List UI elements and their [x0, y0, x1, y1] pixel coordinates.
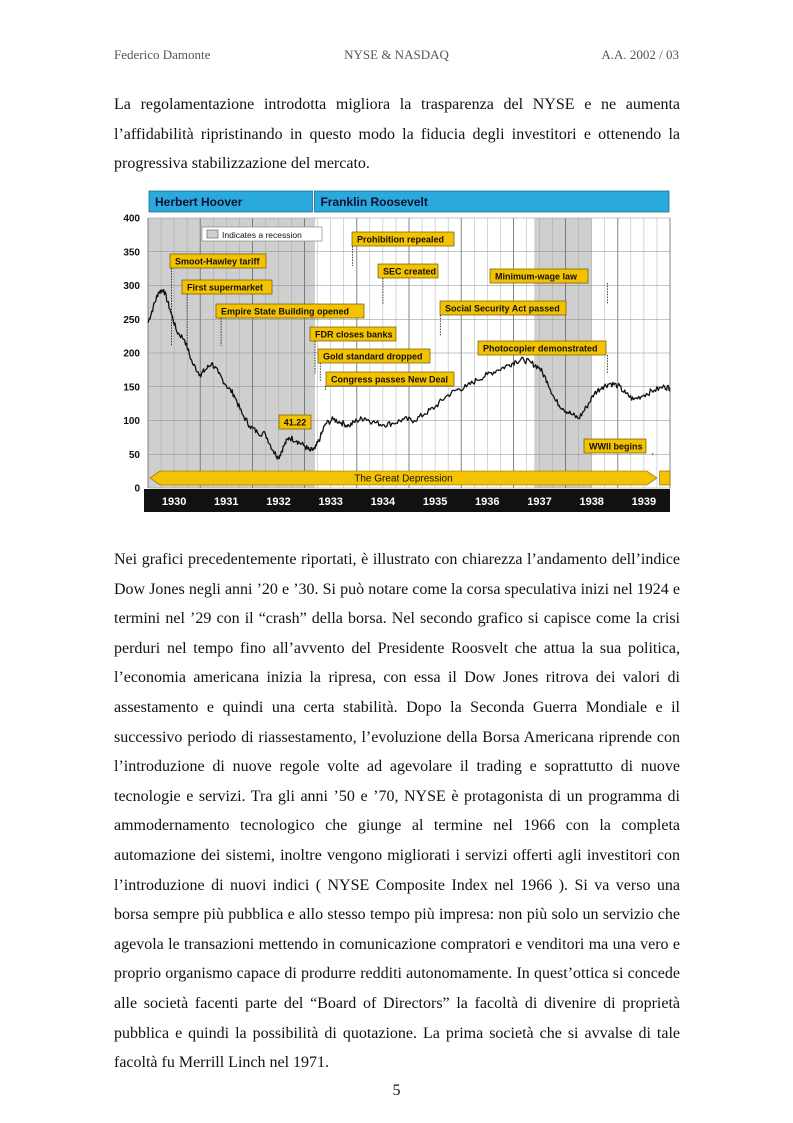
header-academic-year: A.A. 2002 / 03	[601, 47, 679, 62]
x-tick-label: 1939	[631, 496, 657, 508]
y-tick-label: 250	[123, 314, 140, 326]
y-tick-label: 400	[123, 213, 140, 225]
intro-paragraph: La regolamentazione introdotta migliora la trasparenza del NYSE e ne aumenta l’affidabilità ripristinando in questo modo la fiducia degli investitori e ottenendo la progressiva stabilizzazione del mercato.	[114, 96, 680, 173]
y-tick-label: 0	[134, 483, 140, 495]
x-tick-label: 1934	[370, 496, 396, 508]
x-tick-label: 1936	[475, 496, 500, 508]
president-banners	[149, 191, 669, 212]
header-title: NYSE & NASDAQ	[344, 47, 449, 62]
x-tick-label: 1931	[214, 496, 239, 508]
period-arrow	[150, 471, 670, 485]
x-tick-label: 1930	[161, 496, 187, 508]
x-axis	[144, 489, 670, 512]
depression-label: The Great Depression	[354, 473, 453, 485]
y-tick-label: 150	[123, 382, 140, 394]
event-callout-label: Prohibition repealed	[357, 234, 445, 245]
dow-jones-chart	[116, 186, 672, 512]
y-tick-label: 350	[123, 247, 140, 259]
y-tick-label: 200	[123, 348, 140, 360]
event-callout-label: Empire State Building opened	[221, 306, 350, 317]
x-tick-label: 1937	[527, 496, 552, 508]
event-callout-label: Photocopier demonstrated	[483, 343, 598, 354]
event-callout-label: Gold standard dropped	[323, 351, 423, 362]
event-callout-label: First supermarket	[187, 282, 264, 293]
minimum-label: 41.22	[283, 417, 307, 428]
legend	[202, 227, 322, 241]
event-callout-label: Congress passes New Deal	[331, 374, 449, 385]
legend-label: Indicates a recession	[222, 230, 302, 240]
x-tick-label: 1938	[579, 496, 604, 508]
x-tick-label: 1935	[422, 496, 448, 508]
y-tick-label: 300	[123, 281, 140, 292]
event-callout-label: FDR closes banks	[315, 329, 393, 340]
legend-swatch	[207, 230, 218, 238]
event-callout-label: WWII begins	[589, 441, 643, 452]
event-callout-label: Smoot-Hawley tariff	[175, 256, 260, 267]
event-callout-label: Minimum-wage law	[495, 271, 578, 282]
page-number: 5	[392, 1082, 401, 1099]
body-paragraph: Nei grafici precedentemente riportati, è illustrato con chiarezza l’andamento dell’indice Dow Jones negli anni ’20 e ’30. Si può notare come la corsa speculativa inizi nel 1924 e termini nel ’29 con il “crash” della borsa. Nel secondo grafico si capisce come la crisi perduri nel tempo fino all’avvento del Presidente Roosvelt che attua la sua politica, l’economia americana inizia la ripresa, con essa il Dow Jones ritrova dei valori di assestamento e quindi una certa stabilità. Dopo la Seconda Guerra Mondiale e il successivo periodo di riassestamento, l’evoluzione della Borsa Americana riprende con l’introduzione di nuove regole volte ad agevolare il trading e soprattutto di nuove tecnologie e servizi. Tra gli anni ’50 e ’70, NYSE è protagonista di un programma di ammodernamento tecnologico che giunge al termine nel 1966 con la completa automazione dei sistemi, inoltre vengono migliorati i servizi offerti agli investitori con l’introduzione di nuovi indici ( NYSE Composite Index nel 1966 ). Si va verso una borsa sempre più pubblica e allo stesso tempo più impresa: non più solo un servizio che agevola le transazioni mettendo in comunicazione compratori e venditori ma una vero e proprio organismo capace di produrre redditi autonomamente. In quest’ottica si concede alle società facenti parte del “Board of Directors” la facoltà di divenire di proprietà pubblica e quindi la possibilità di quotazione. La prima società che si avvalse di tale facoltà fu Merrill Linch nel 1971.	[114, 551, 680, 1072]
president-name: Franklin Roosevelt	[320, 195, 428, 209]
president-name: Herbert Hoover	[155, 195, 243, 209]
y-tick-label: 100	[123, 416, 140, 427]
x-tick-label: 1932	[266, 496, 291, 508]
x-tick-label: 1933	[318, 496, 343, 508]
header-author: Federico Damonte	[114, 47, 211, 62]
event-callout-label: SEC created	[383, 266, 437, 277]
event-callout-label: Social Security Act passed	[445, 303, 560, 314]
y-tick-label: 50	[128, 449, 140, 461]
depression-arrow-tail	[660, 471, 670, 485]
